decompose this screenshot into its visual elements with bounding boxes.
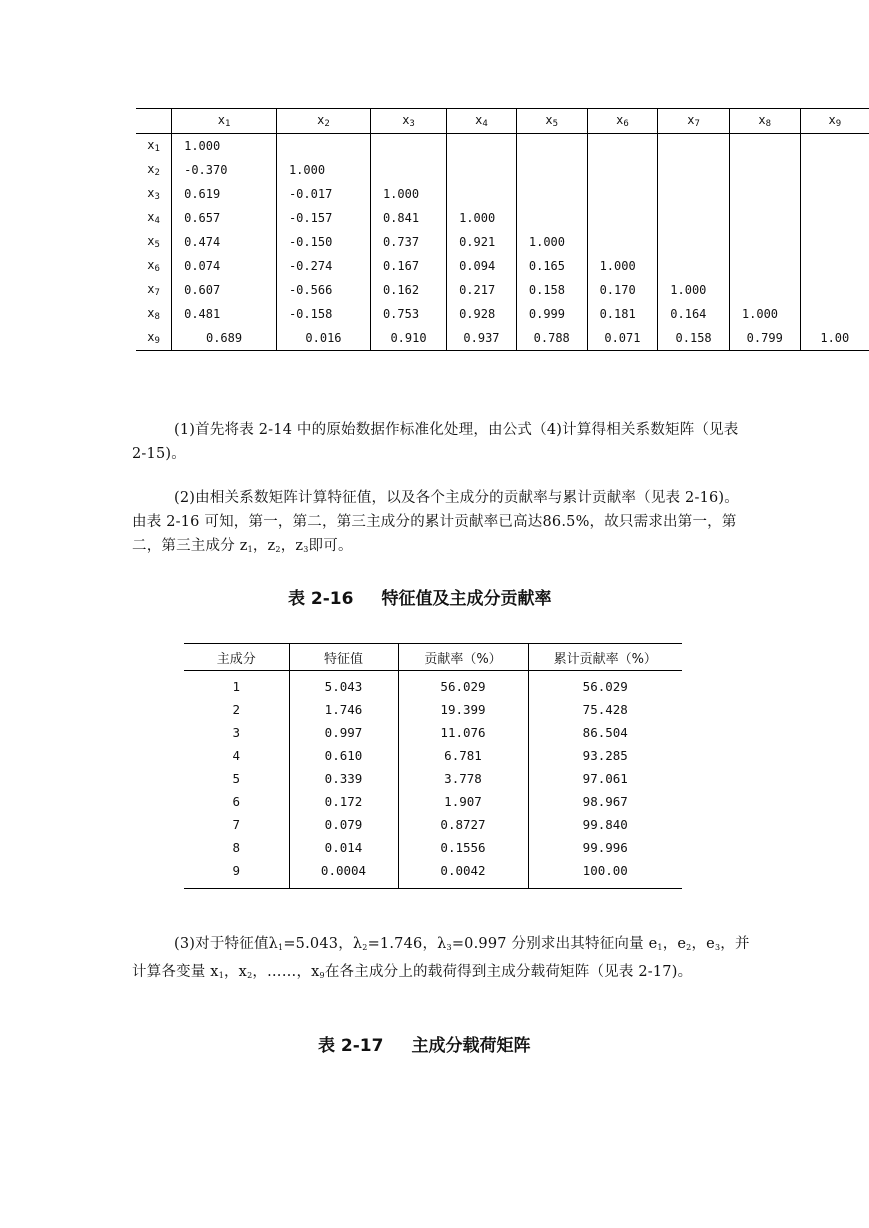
table-cell: 0.799 [729, 326, 800, 351]
table-cell: 1 [232, 679, 241, 694]
table-cell [800, 278, 869, 302]
table-cell: 0.079 [289, 813, 398, 836]
table-cell: 0.014 [289, 836, 398, 859]
row-header: $x_9$ [136, 326, 172, 351]
table-cell: 0.737 [370, 230, 446, 254]
table-cell [658, 230, 730, 254]
row-header: $x_6$ [147, 258, 160, 274]
table-cell: 0.170 [587, 278, 658, 302]
table-cell: 19.399 [398, 698, 528, 721]
table-cell: 0.619 [172, 182, 277, 206]
table-cell: 0.753 [370, 302, 446, 326]
table-cell [800, 230, 869, 254]
row-header: $x_7$ [147, 282, 160, 298]
column-header: $x_2$ [276, 109, 370, 134]
table-cell: 0.997 [289, 721, 398, 744]
caption-title: 特征值及主成分贡献率 [381, 589, 552, 609]
table-cell [729, 134, 800, 159]
table-cell: 1.000 [447, 206, 517, 230]
table-cell: 1.000 [516, 230, 587, 254]
eigenvalue-table [184, 643, 682, 889]
table-cell [370, 134, 446, 159]
table-cell: 99.996 [528, 836, 682, 859]
caption-number: 表 2-17 [318, 1036, 384, 1056]
table-cell: -0.566 [276, 278, 370, 302]
table-cell: -0.274 [276, 254, 370, 278]
table-cell: 0.074 [172, 254, 277, 278]
table-row [184, 671, 682, 699]
table-row [184, 836, 682, 859]
table-cell [516, 182, 587, 206]
table-cell: 6.781 [398, 744, 528, 767]
row-header: $x_2$ [147, 162, 160, 178]
table-cell: 0.657 [172, 206, 277, 230]
column-header: $x_1$ [172, 109, 277, 134]
table-cell: 0.172 [289, 790, 398, 813]
table-cell [729, 230, 800, 254]
table-cell: 93.285 [528, 744, 682, 767]
column-header: 主成分 [184, 644, 289, 671]
correlation-body [136, 134, 869, 351]
row-header: $x_1$ [147, 138, 160, 154]
table-cell: 0.928 [447, 302, 517, 326]
correlation-matrix-table-wrap [136, 108, 869, 351]
table-cell [658, 134, 730, 159]
caption-number: 表 2-16 [288, 589, 354, 609]
eigenvalue-table-wrap [184, 643, 682, 889]
table-cell [587, 182, 658, 206]
table-cell: 1.000 [587, 254, 658, 278]
table-cell [370, 158, 446, 182]
table-cell: 0.474 [172, 230, 277, 254]
table-cell: 75.428 [528, 698, 682, 721]
table-cell: 56.029 [398, 671, 528, 699]
table-row [184, 859, 682, 889]
table-cell: 1.000 [729, 302, 800, 326]
table-row [136, 134, 869, 159]
paragraph-3-text: (3)对于特征值$\lambda_1=5.043$，$\lambda_2=1.746$，$\lambda_3=0.997$ 分别求出其特征向量 $e_1$，$e_2$，$e_3$，并计算各变量 $x_1$，$x_2$，……，$x_9$在各主成分上的载荷得到主成分载荷矩阵（见表 2-17)。 [132, 936, 750, 980]
table-cell: 56.029 [528, 671, 682, 699]
table-cell: 0.094 [447, 254, 517, 278]
table-cell [447, 158, 517, 182]
table-cell: 0.217 [447, 278, 517, 302]
table-cell: 0.999 [516, 302, 587, 326]
table-cell: 1.00 [800, 326, 869, 351]
table-cell: 0.164 [658, 302, 730, 326]
caption-title: 主成分载荷矩阵 [411, 1036, 531, 1056]
table-cell: 7 [232, 817, 241, 832]
row-header: $x_4$ [147, 210, 160, 226]
table-row [136, 326, 869, 351]
column-header: $x_7$ [658, 109, 730, 134]
table-cell: -0.370 [172, 158, 277, 182]
table-row [136, 206, 869, 230]
table-cell [729, 206, 800, 230]
table-cell: 9 [184, 859, 289, 889]
column-header: $x_4$ [447, 109, 517, 134]
table-cell: 0.937 [447, 326, 517, 351]
table-cell: 0.8727 [398, 813, 528, 836]
table-cell: 0.158 [658, 326, 730, 351]
table-cell [800, 206, 869, 230]
table-cell: 0.481 [172, 302, 277, 326]
column-header: $x_8$ [729, 109, 800, 134]
table-cell: 2 [232, 702, 241, 717]
table-cell: 8 [232, 840, 241, 855]
table-cell: 0.016 [276, 326, 370, 351]
table-cell: 100.00 [528, 859, 682, 889]
table-cell: 0.788 [516, 326, 587, 351]
table-cell [658, 182, 730, 206]
table-row [184, 767, 682, 790]
table-cell [729, 158, 800, 182]
paragraph-2-text: (2)由相关系数矩阵计算特征值，以及各个主成分的贡献率与累计贡献率（见表 2-16)。由表 2-16 可知，第一，第二，第三主成分的累计贡献率已高达86.5%，故只需求出第一，第二，第三主成分 $z_1$，$z_2$，$z_3$即可。 [132, 490, 739, 554]
table-cell: 86.504 [528, 721, 682, 744]
table-cell: 99.840 [528, 813, 682, 836]
table-cell [447, 134, 517, 159]
paragraph-3 [132, 932, 752, 988]
table-cell [729, 182, 800, 206]
table-cell: 0.841 [370, 206, 446, 230]
column-header: $x_9$ [800, 109, 869, 134]
correlation-matrix-table [136, 108, 869, 351]
table-cell: 0.607 [172, 278, 277, 302]
table-cell [658, 158, 730, 182]
table-cell: 0.0042 [398, 859, 528, 889]
table-cell: -0.150 [276, 230, 370, 254]
table-row [184, 721, 682, 744]
table-row [136, 158, 869, 182]
table-cell [800, 158, 869, 182]
column-header: 累计贡献率（%） [528, 644, 682, 671]
table-cell: -0.017 [276, 182, 370, 206]
table-cell [516, 158, 587, 182]
table-row [136, 302, 869, 326]
table-cell: 0.162 [370, 278, 446, 302]
table-2-17-caption [318, 1031, 530, 1056]
table-cell [516, 134, 587, 159]
table-cell: 0.181 [587, 302, 658, 326]
table-cell: -0.158 [276, 302, 370, 326]
correlation-header-row [136, 109, 869, 134]
table-cell: 0.610 [289, 744, 398, 767]
table-cell [587, 206, 658, 230]
table-cell: 97.061 [528, 767, 682, 790]
table-row [136, 182, 869, 206]
table-cell: 0.0004 [289, 859, 398, 889]
table-cell: 5.043 [289, 671, 398, 699]
table-row [136, 278, 869, 302]
column-header: 特征值 [289, 644, 398, 671]
row-header: $x_5$ [147, 234, 160, 250]
column-header: $x_6$ [587, 109, 658, 134]
table-cell [447, 182, 517, 206]
table-row [136, 254, 869, 278]
table-cell: 0.165 [516, 254, 587, 278]
table-cell: 0.910 [370, 326, 446, 351]
table-cell: 1.907 [398, 790, 528, 813]
eigenvalue-header-row [184, 644, 682, 671]
table-cell [729, 254, 800, 278]
column-header: 贡献率（%） [398, 644, 528, 671]
column-header: $x_5$ [516, 109, 587, 134]
table-cell: 0.071 [587, 326, 658, 351]
table-cell: 4 [232, 748, 241, 763]
table-cell [800, 182, 869, 206]
table-cell [658, 206, 730, 230]
table-cell: 1.000 [172, 134, 277, 159]
table-cell: 0.339 [289, 767, 398, 790]
table-cell [516, 206, 587, 230]
table-cell: 98.967 [528, 790, 682, 813]
paragraph-1-text: (1)首先将表 2-14 中的原始数据作标准化处理，由公式（4)计算得相关系数矩阵（见表 2-15)。 [132, 422, 739, 462]
table-cell [800, 134, 869, 159]
table-row [184, 744, 682, 767]
table-cell: 0.689 [172, 326, 277, 351]
table-cell: 3.778 [398, 767, 528, 790]
table-cell: 1.000 [658, 278, 730, 302]
table-cell [587, 134, 658, 159]
table-cell [658, 254, 730, 278]
paragraph-2 [132, 486, 752, 562]
table-row [184, 813, 682, 836]
table-cell [276, 134, 370, 159]
table-cell: 1.746 [289, 698, 398, 721]
table-cell: 1.000 [370, 182, 446, 206]
table-row [136, 230, 869, 254]
row-header: $x_3$ [147, 186, 160, 202]
table-2-16-caption [288, 584, 551, 609]
table-cell [800, 254, 869, 278]
row-header: $x_8$ [147, 306, 160, 322]
table-cell: 0.158 [516, 278, 587, 302]
table-cell [587, 230, 658, 254]
table-cell [800, 302, 869, 326]
paragraph-1 [132, 418, 752, 466]
table-cell: 0.1556 [398, 836, 528, 859]
table-cell: 3 [232, 725, 241, 740]
table-cell: 0.167 [370, 254, 446, 278]
table-cell: 1.000 [276, 158, 370, 182]
table-cell [587, 158, 658, 182]
table-cell: 5 [232, 771, 241, 786]
corner-cell [136, 109, 172, 134]
table-cell: 0.921 [447, 230, 517, 254]
table-cell: 6 [232, 794, 241, 809]
table-cell: -0.157 [276, 206, 370, 230]
table-row [184, 698, 682, 721]
eigenvalue-body [184, 671, 682, 889]
table-cell: 11.076 [398, 721, 528, 744]
column-header: $x_3$ [370, 109, 446, 134]
table-row [184, 790, 682, 813]
table-cell [729, 278, 800, 302]
